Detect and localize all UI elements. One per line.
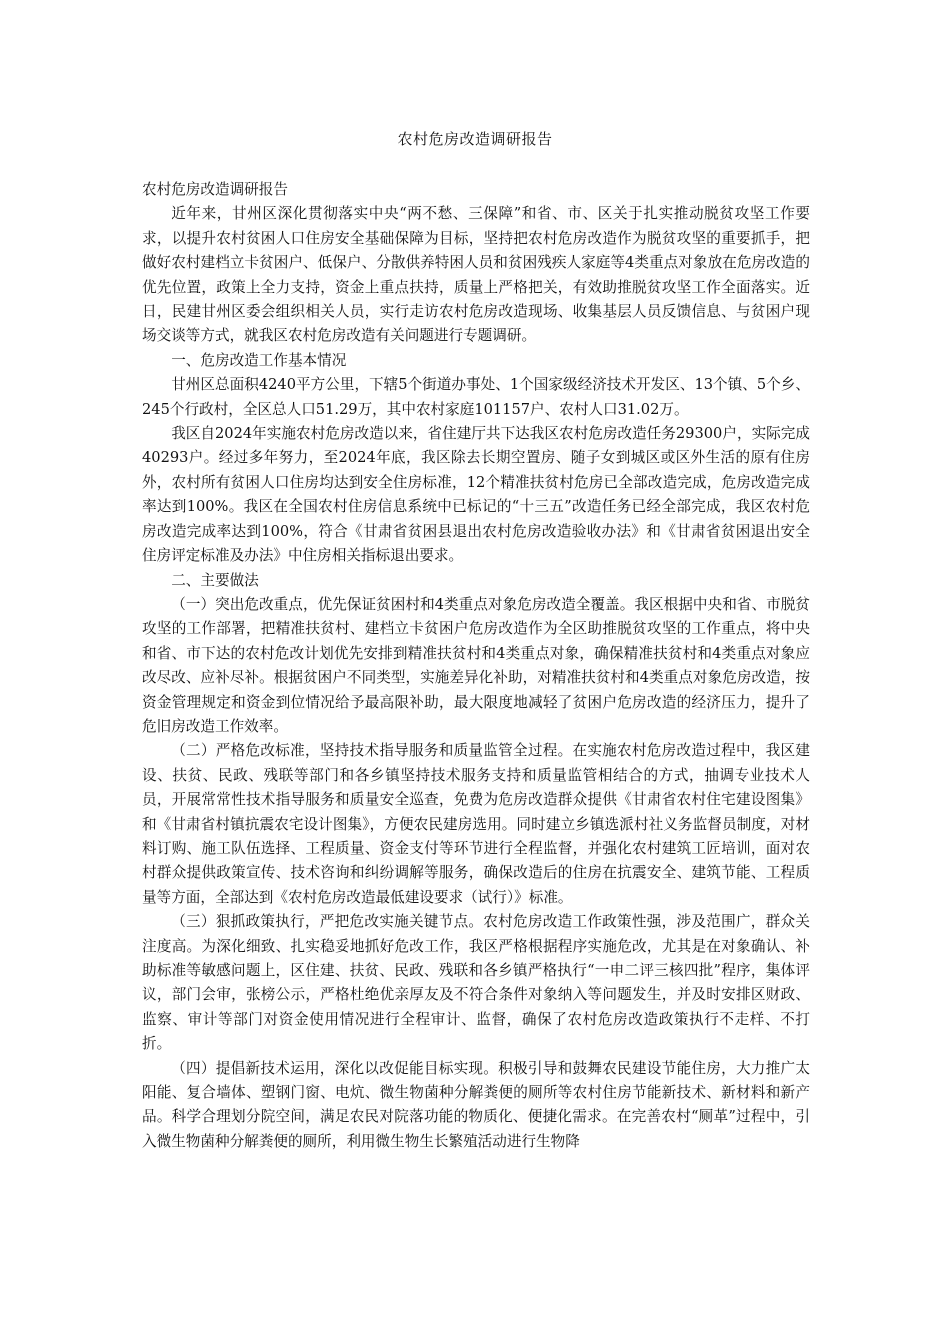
paragraph-measure-2: （二）严格危改标准，坚持技术指导服务和质量监管全过程。在实施农村危房改造过程中，我区建设、扶贫、民政、残联等部门和各乡镇坚持技术服务支持和质量监管相结合的方式，抽调专业技术人员，开展常常性技术指导服务和质量安全巡查，免费为危房改造群众提供《甘肃省农村住宅建设图集》和《甘肃省村镇抗震农宅设计图集》，方便农民建房选用。同时建立乡镇选派村社义务监督员制度，对材料订购、施工队伍选择、工程质量、资金支付等环节进行全程监督，并强化农村建筑工匠培训，面对农村群众提供政策宣传、技术咨询和纠纷调解等服务，确保改造后的住房在抗震安全、建筑节能、工程质量等方面，全部达到《农村危房改造最低建设要求（试行）》标准。 xyxy=(142,742,810,906)
document-title: 农村危房改造调研报告 xyxy=(397,130,553,148)
paragraph-progress: 我区自2024年实施农村危房改造以来，省住建厅共下达我区农村危房改造任务29300户，实际完成40293户。经过多年努力，至2024年底，我区除去长期空置房、随子女到城区或区外生活的原有住房外，农村所有贫困人口住房均达到安全住房标准，12个精准扶贫村危房已全部改造完成，危房改造完成率达到100%。我区在全国农村住房信息系统中已标记的“十三五”改造任务已经全部完成，我区农村危房改造完成率达到100%，符合《甘肃省贫困县退出农村危房改造验收办法》和《甘肃省贫困退出安全住房评定标准及办法》中住房相关指标退出要求。 xyxy=(142,425,810,565)
paragraph-measure-3: （三）狠抓政策执行，严把危改实施关键节点。农村危房改造工作政策性强，涉及范围广，群众关注度高。为深化细致、扎实稳妥地抓好危改工作，我区严格根据程序实施危改，尤其是在对象确认、补助标准等敏感问题上，区住建、扶贫、民政、残联和各乡镇严格执行“一申二评三核四批”程序，集体评议，部门会审，张榜公示，严格杜绝优亲厚友及不符合条件对象纳入等问题发生，并及时安排区财政、监察、审计等部门对资金使用情况进行全程审计、监督，确保了农村危房改造政策执行不走样、不打折。 xyxy=(142,913,810,1053)
paragraph-measure-1: （一）突出危改重点，优先保证贫困村和4类重点对象危房改造全覆盖。我区根据中央和省、市脱贫攻坚的工作部署，把精准扶贫村、建档立卡贫困户危房改造作为全区助推脱贫攻坚的工作重点，将中央和省、市下达的农村危改计划优先安排到精准扶贫村和4类重点对象，确保精准扶贫村和4类重点对象应改尽改、应补尽补。根据贫困户不同类型，实施差异化补助，对精准扶贫村和4类重点对象危房改造，按资金管理规定和资金到位情况给予最高限补助，最大限度地减轻了贫困户危房改造的经济压力，提升了危旧房改造工作效率。 xyxy=(142,595,810,735)
paragraph-intro: 近年来，甘州区深化贯彻落实中央“两不愁、三保障”和省、市、区关于扎实推动脱贫攻坚工作要求，以提升农村贫困人口住房安全基础保障为目标，坚持把农村危房改造作为脱贫攻坚的重要抓手，把做好农村建档立卡贫困户、低保户、分散供养特困人员和贫困残疾人家庭等4类重点对象放在危房改造的优先位置，政策上全力支持，资金上重点扶持，质量上严格把关，有效助推脱贫攻坚工作全面落实。近日，民建甘州区委会组织相关人员，实行走访农村危房改造现场、收集基层人员反馈信息、与贫困户现场交谈等方式，就我区农村危房改造有关问题进行专题调研。 xyxy=(142,205,810,345)
section-heading-1: 一、危房改造工作基本情况 xyxy=(171,351,347,369)
paragraph-area: 甘州区总面积4240平方公里，下辖5个街道办事处、1个国家级经济技术开发区、13个镇、5个乡、245个行政村，全区总人口51.29万，其中农村家庭101157户、农村人口31.02万。 xyxy=(142,376,810,418)
section-heading-2: 二、主要做法 xyxy=(171,571,259,589)
paragraph-measure-4: （四）提倡新技术运用，深化以改促能目标实现。积极引导和鼓舞农民建设节能住房，大力推广太阳能、复合墙体、塑钢门窗、电炕、微生物菌种分解粪便的厕所等农村住房节能新技术、新材料和新产品。科学合理划分院空间，满足农民对院落功能的物质化、便捷化需求。在完善农村“厕革”过程中，引入微生物菌种分解粪便的厕所，利用微生物生长繁殖活动进行生物降 xyxy=(142,1059,810,1150)
document-subtitle: 农村危房改造调研报告 xyxy=(142,181,288,198)
document-body xyxy=(142,178,810,1154)
